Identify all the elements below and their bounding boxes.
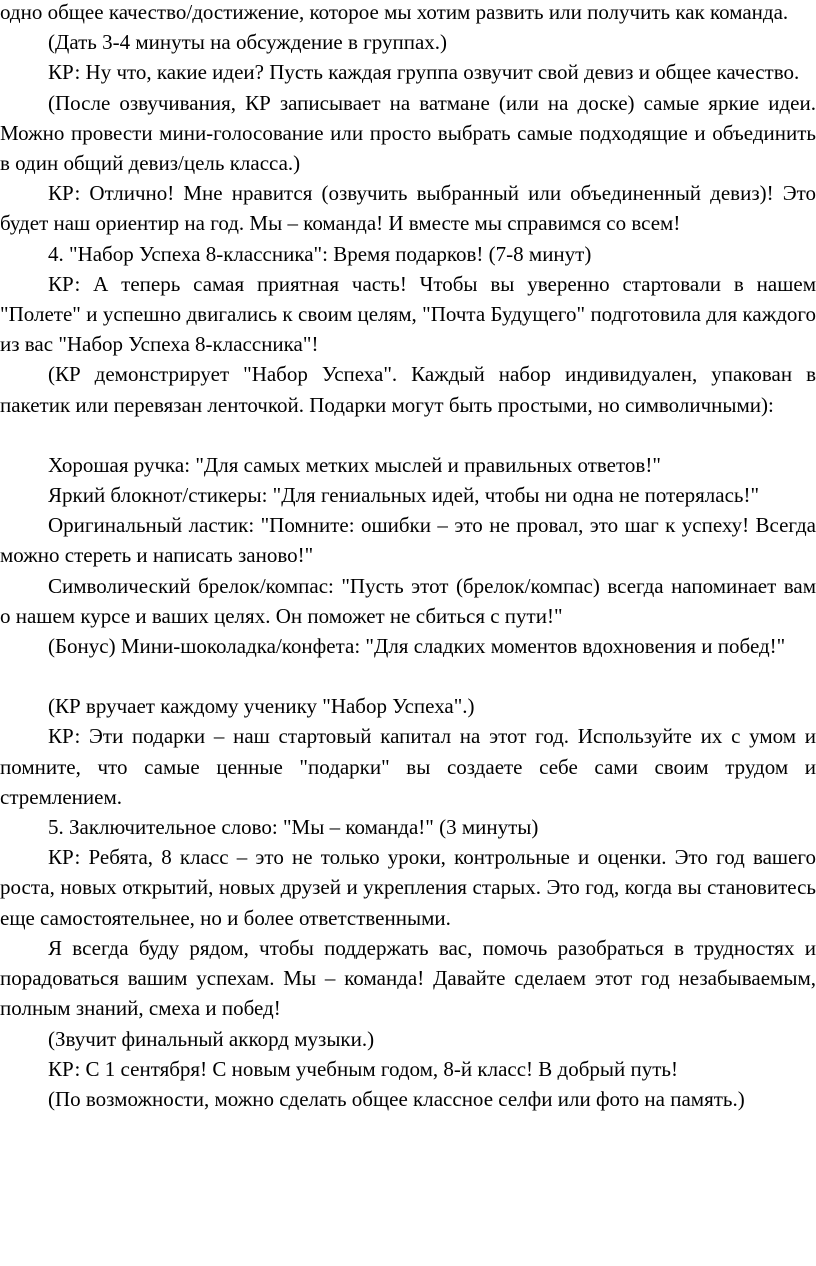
paragraph: (По возможности, можно сделать общее классное селфи или фото на память.): [48, 1086, 745, 1111]
section-heading: 4. "Набор Успеха 8-классника": Время подарков! (7-8 минут): [48, 241, 592, 266]
text-block-intro: [0, 0, 816, 420]
paragraph: КР: Ребята, 8 класс – это не только уроки, контрольные и оценки. Это год вашего роста, новых открытий, новых друзей и укрепления старых. Это год, когда вы становитесь еще самостоятельнее, но и более ответственными.: [0, 845, 816, 930]
blank-line: [0, 661, 816, 691]
paragraph: (После озвучивания, КР записывает на ватмане (или на доске) самые яркие идеи. Можно провести мини-голосование или просто выбрать самые подходящие и объединить в один общий девиз/цель класса.): [0, 90, 816, 176]
gift-item: (Бонус) Мини-шоколадка/конфета: "Для сладких моментов вдохновения и побед!": [48, 634, 786, 659]
paragraph: КР: Эти подарки – наш стартовый капитал на этот год. Используйте их с умом и помните, что самые ценные "подарки" вы создаете себе сами своим трудом и стремлением.: [0, 724, 816, 809]
paragraph: одно общее качество/достижение, которое мы хотим развить или получить как команда.: [0, 0, 789, 24]
gift-list: [0, 450, 816, 661]
paragraph: КР: Отлично! Мне нравится (озвучить выбранный или объединенный девиз)! Это будет наш ориентир на год. Мы – команда! И вместе мы справимся со всем!: [0, 181, 816, 236]
text-block-closing: [0, 691, 816, 1114]
paragraph: (Звучит финальный аккорд музыки.): [48, 1026, 375, 1051]
gift-item: Оригинальный ластик: "Помните: ошибки – это не провал, это шаг к успеху! Всегда можно стереть и написать заново!": [0, 513, 816, 568]
blank-line: [0, 420, 816, 450]
paragraph: КР: А теперь самая приятная часть! Чтобы вы уверенно стартовали в нашем "Полете" и успешно двигались к своим целям, "Почта Будущего" подготовила для каждого из вас "Набор Успеха 8-классника"!: [0, 271, 816, 357]
paragraph: (КР вручает каждому ученику "Набор Успеха".): [48, 694, 475, 719]
gift-item: Хорошая ручка: "Для самых метких мыслей и правильных ответов!": [48, 452, 661, 477]
section-heading: 5. Заключительное слово: "Мы – команда!" (3 минуты): [48, 815, 539, 840]
paragraph: (Дать 3-4 минуты на обсуждение в группах.): [48, 30, 448, 55]
paragraph: КР: С 1 сентября! С новым учебным годом, 8-й класс! В добрый путь!: [48, 1056, 678, 1081]
gift-item: Яркий блокнот/стикеры: "Для гениальных идей, чтобы ни одна не потерялась!": [48, 483, 760, 508]
paragraph: (КР демонстрирует "Набор Успеха". Каждый набор индивидуален, упакован в пакетик или перевязан ленточкой. Подарки могут быть простыми, но символичными):: [0, 362, 816, 417]
gift-item: Символический брелок/компас: "Пусть этот (брелок/компас) всегда напоминает вам о нашем курсе и ваших целях. Он поможет не сбиться с пути!": [0, 573, 816, 628]
paragraph: Я всегда буду рядом, чтобы поддержать вас, помочь разобраться в трудностях и порадоваться вашим успехам. Мы – команда! Давайте сделаем этот год незабываемым, полным знаний, смеха и побед!: [0, 935, 816, 1021]
paragraph: КР: Ну что, какие идеи? Пусть каждая группа озвучит свой девиз и общее качество.: [48, 60, 800, 85]
